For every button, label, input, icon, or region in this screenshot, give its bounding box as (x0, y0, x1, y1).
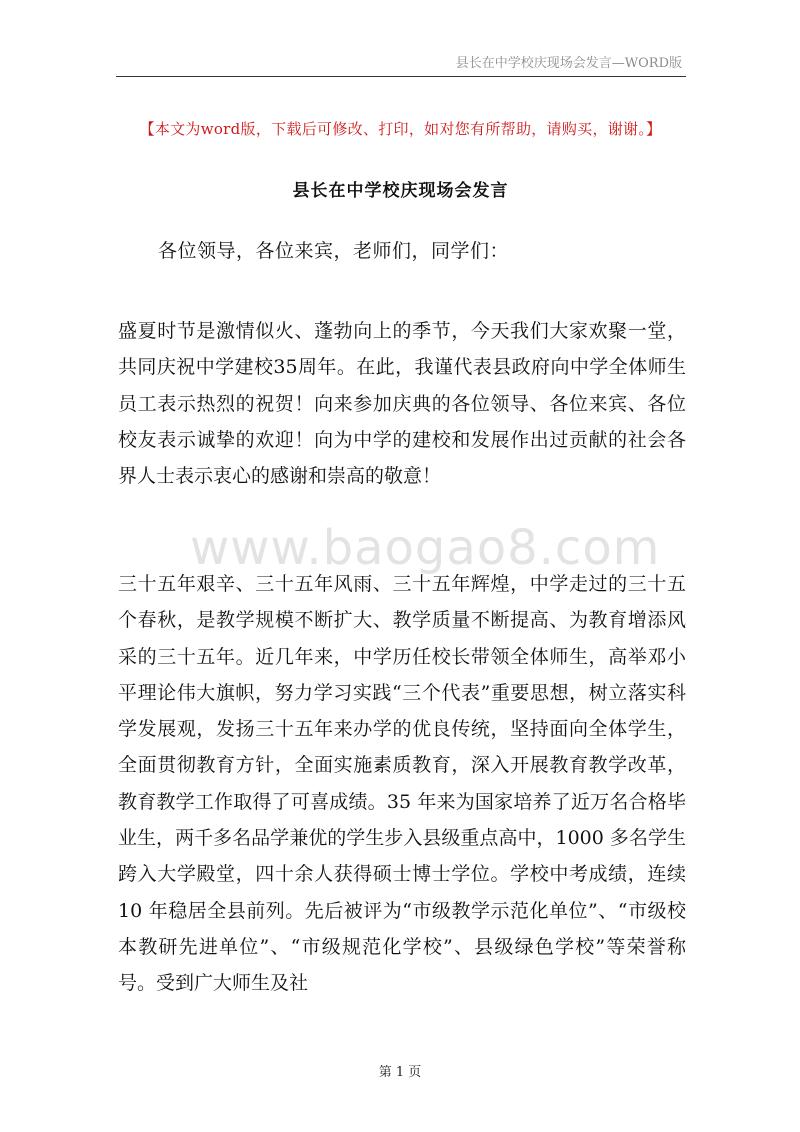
watermark-text: www.baogao8.com (190, 520, 661, 576)
document-title: 县长在中学校庆现场会发言 (292, 181, 509, 201)
body-paragraph-2: 三十五年艰辛、三十五年风雨、三十五年辉煌，中学走过的三十五个春秋，是教学规模不断扩大、教学质量不断提高、为教育增添风采的三十五年。近几年来，中学历任校长带领全体师生，高举邓小平理论伟大旗帜，努力学习实践“三个代表”重要思想，树立落实科学发展观，发扬三十五年来办学的优良传统，坚持面向全体学生，全面贯彻教育方针，全面实施素质教育，深入开展教育教学改革，教育教学工作取得了可喜成绩。35 年来为国家培养了近万名合格毕业生，两千多名品学兼优的学生步入县级重点高中，1000 多名学生跨入大学殿堂，四十余人获得硕士博士学位。学校中考成绩，连续 10 年稳居全县前列。先后被评为“市级教学示范化单位”、“市级校本教研先进单位”、“市级规范化学校”、县级绿色学校”等荣誉称号。受到广大师生及社 (118, 573, 686, 995)
page-number: 第 1 页 (378, 1065, 422, 1080)
header-divider (116, 76, 686, 77)
download-notice: 【本文为word版，下载后可修改、打印，如对您有所帮助，请购买，谢谢。】 (139, 120, 662, 138)
body-paragraph-1: 盛夏时节是激情似火、蓬勃向上的季节，今天我们大家欢聚一堂，共同庆祝中学建校35周年。在此，我谨代表县政府向中学全体师生员工表示热烈的祝贺！向来参加庆典的各位领导、各位来宾、各位校友表示诚挚的欢迎！向为中学的建校和发展作出过贡献的社会各界人士表示衷心的感谢和崇高的敬意！ (118, 320, 686, 488)
salutation: 各位领导，各位来宾，老师们，同学们： (158, 240, 510, 262)
running-header: 县长在中学校庆现场会发言—WORD版 (455, 56, 682, 71)
